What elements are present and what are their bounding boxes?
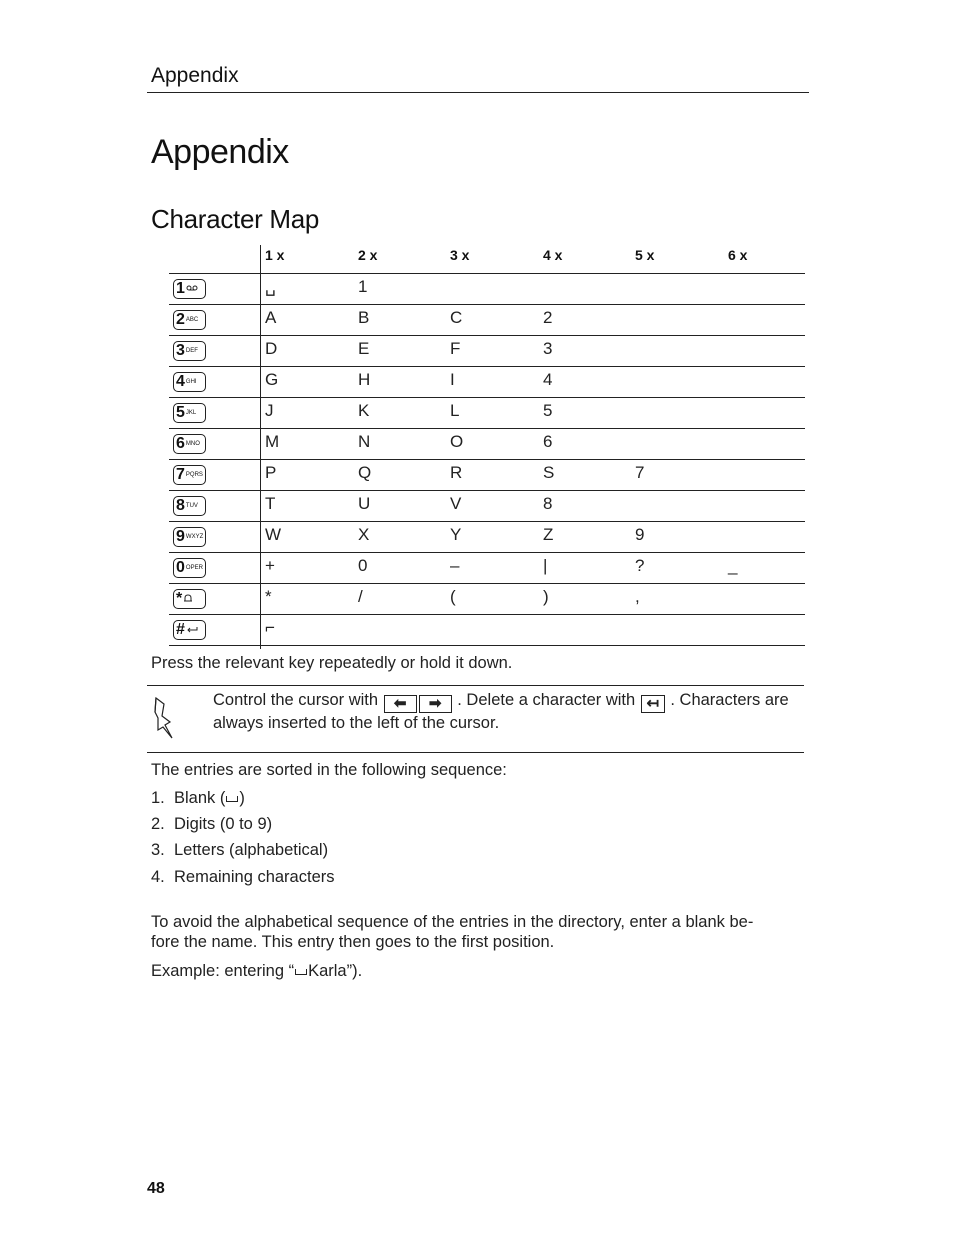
key-number: 2 xyxy=(176,311,185,328)
tip-text-part: Control the cursor with xyxy=(213,691,379,709)
return-icon xyxy=(186,625,198,636)
table-cell: F xyxy=(450,339,461,358)
table-cell: 7 xyxy=(635,463,645,482)
list-text: Letters (alphabetical) xyxy=(174,841,329,859)
key-number: 1 xyxy=(176,280,185,297)
key-6-icon xyxy=(173,434,206,454)
table-cell: ␣ xyxy=(265,277,276,296)
list-number: 4. xyxy=(151,868,165,886)
pushpin-icon xyxy=(152,694,178,745)
voicemail-icon xyxy=(186,284,198,295)
key-letters: JKL xyxy=(185,410,197,416)
table-cell: C xyxy=(450,308,463,327)
table-cell: H xyxy=(358,370,371,389)
table-cell: 9 xyxy=(635,525,645,544)
table-row xyxy=(169,305,805,336)
tip-text-part: . Characters are always inserted to the left of the cursor. xyxy=(213,691,789,732)
list-item xyxy=(151,815,272,834)
avoid-paragraph xyxy=(151,912,811,952)
page-title: Appendix xyxy=(151,133,289,171)
table-cell: / xyxy=(358,587,363,606)
table-cell: | xyxy=(543,556,548,575)
section-title: Character Map xyxy=(151,204,320,234)
arrow-right-key: ➡ xyxy=(419,695,452,713)
blank-symbol-icon xyxy=(226,796,238,802)
table-cell: – xyxy=(450,556,460,575)
column-header: 3 x xyxy=(450,247,470,263)
table-cell: I xyxy=(450,370,455,389)
table-cell: K xyxy=(358,401,370,420)
list-item xyxy=(151,868,335,887)
list-text: Digits (0 to 9) xyxy=(174,815,273,833)
table-cell: Q xyxy=(358,463,372,482)
list-item xyxy=(151,789,245,808)
table-cell: ) xyxy=(543,587,549,606)
key-8-icon xyxy=(173,496,206,516)
table-cell: 8 xyxy=(543,494,553,513)
table-cell: 2 xyxy=(543,308,553,327)
sequence-intro: The entries are sorted in the following sequence: xyxy=(151,761,507,779)
key-number: # xyxy=(176,621,185,638)
tip-text-part: . Delete a character with xyxy=(457,691,636,709)
table-cell: L xyxy=(450,401,460,420)
table-cell: W xyxy=(265,525,282,544)
table-row xyxy=(169,274,805,305)
key-number: 9 xyxy=(176,528,185,545)
key-number: 8 xyxy=(176,497,185,514)
table-cell: Y xyxy=(450,525,462,544)
header-rule xyxy=(147,92,809,93)
key-0-icon xyxy=(173,558,206,578)
example-text xyxy=(151,961,362,981)
character-map-table xyxy=(169,245,805,646)
avoid-line: fore the name. This entry then goes to the first position. xyxy=(151,933,555,951)
table-row xyxy=(169,429,805,460)
tip-rule-top xyxy=(147,685,804,686)
avoid-line: To avoid the alphabetical sequence of the entries in the directory, enter a blank be- xyxy=(151,913,754,931)
column-header: 6 x xyxy=(728,247,748,263)
list-number: 2. xyxy=(151,815,165,833)
key-letters: MNO xyxy=(185,441,200,447)
table-cell: P xyxy=(265,463,277,482)
key-letters: TUV xyxy=(185,503,198,509)
list-number: 1. xyxy=(151,789,165,807)
key-9-icon xyxy=(173,527,206,547)
example-text-part: Example: entering “ xyxy=(151,962,295,980)
tip-rule-bottom xyxy=(147,752,804,753)
key-number: 5 xyxy=(176,404,185,421)
example-text-part: Karla”). xyxy=(308,962,363,980)
list-text: Blank ( xyxy=(174,789,226,807)
table-cell: O xyxy=(450,432,464,451)
key-hash-icon xyxy=(173,620,206,640)
key-5-icon xyxy=(173,403,206,423)
key-number: 7 xyxy=(176,466,185,483)
tip-text xyxy=(213,690,803,734)
column-header: 4 x xyxy=(543,247,563,263)
key-letters: ABC xyxy=(185,317,199,323)
table-cell: * xyxy=(265,587,272,606)
key-letters: OPER xyxy=(185,565,203,571)
key-number: 0 xyxy=(176,559,185,576)
table-cell: S xyxy=(543,463,555,482)
table-row xyxy=(169,522,805,553)
table-cell: + xyxy=(265,556,275,575)
key-4-icon xyxy=(173,372,206,392)
table-cell: , xyxy=(635,587,640,606)
column-header: 2 x xyxy=(358,247,378,263)
column-header: 5 x xyxy=(635,247,655,263)
bell-icon xyxy=(183,593,193,606)
table-cell: Z xyxy=(543,525,554,544)
key-3-icon xyxy=(173,341,206,361)
table-cell: N xyxy=(358,432,371,451)
table-cell: U xyxy=(358,494,371,513)
table-cell: 3 xyxy=(543,339,553,358)
table-cell: ( xyxy=(450,587,456,606)
key-1-icon xyxy=(173,279,206,299)
key-letters: GHI xyxy=(185,379,197,385)
list-item xyxy=(151,841,328,860)
table-row xyxy=(169,584,805,615)
key-number: 6 xyxy=(176,435,185,452)
table-cell: E xyxy=(358,339,370,358)
table-cell: B xyxy=(358,308,370,327)
key-number: * xyxy=(176,590,183,607)
table-cell: 1 xyxy=(358,277,368,296)
key-star-icon xyxy=(173,589,206,609)
key-2-icon xyxy=(173,310,206,330)
table-row xyxy=(169,553,805,584)
table-row xyxy=(169,491,805,522)
table-row xyxy=(169,460,805,491)
table-row xyxy=(169,367,805,398)
key-letters: PQRS xyxy=(185,472,203,478)
table-cell: _ xyxy=(728,556,738,575)
key-number: 3 xyxy=(176,342,185,359)
table-row xyxy=(169,398,805,429)
running-header: Appendix xyxy=(151,64,239,87)
table-row xyxy=(169,615,805,646)
blank-symbol-icon xyxy=(295,969,307,975)
table-cell: 6 xyxy=(543,432,553,451)
table-cell: M xyxy=(265,432,280,451)
table-cell: J xyxy=(265,401,274,420)
table-cell: R xyxy=(450,463,463,482)
key-letters: DEF xyxy=(185,348,198,354)
column-header: 1 x xyxy=(265,247,285,263)
table-cell: A xyxy=(265,308,277,327)
list-text: Remaining characters xyxy=(174,868,335,886)
table-cell: V xyxy=(450,494,462,513)
table-row xyxy=(169,336,805,367)
table-cell: D xyxy=(265,339,278,358)
key-number: 4 xyxy=(176,373,185,390)
table-cell: ? xyxy=(635,556,645,575)
key-7-icon xyxy=(173,465,206,485)
table-cell: G xyxy=(265,370,279,389)
table-cell: T xyxy=(265,494,276,513)
table-header-row xyxy=(169,245,805,274)
arrow-left-key: ⬅ xyxy=(384,695,417,713)
table-cell: 4 xyxy=(543,370,553,389)
list-number: 3. xyxy=(151,841,165,859)
table-cell: ⌐ xyxy=(265,618,275,637)
list-text: ) xyxy=(239,789,245,807)
key-letters: WXYZ xyxy=(185,534,204,540)
table-cell: X xyxy=(358,525,370,544)
table-cell: 5 xyxy=(543,401,553,420)
page-number: 48 xyxy=(147,1180,165,1197)
table-cell: 0 xyxy=(358,556,368,575)
instruction-note: Press the relevant key repeatedly or hold it down. xyxy=(151,654,513,672)
delete-key: ↤ xyxy=(641,695,665,713)
